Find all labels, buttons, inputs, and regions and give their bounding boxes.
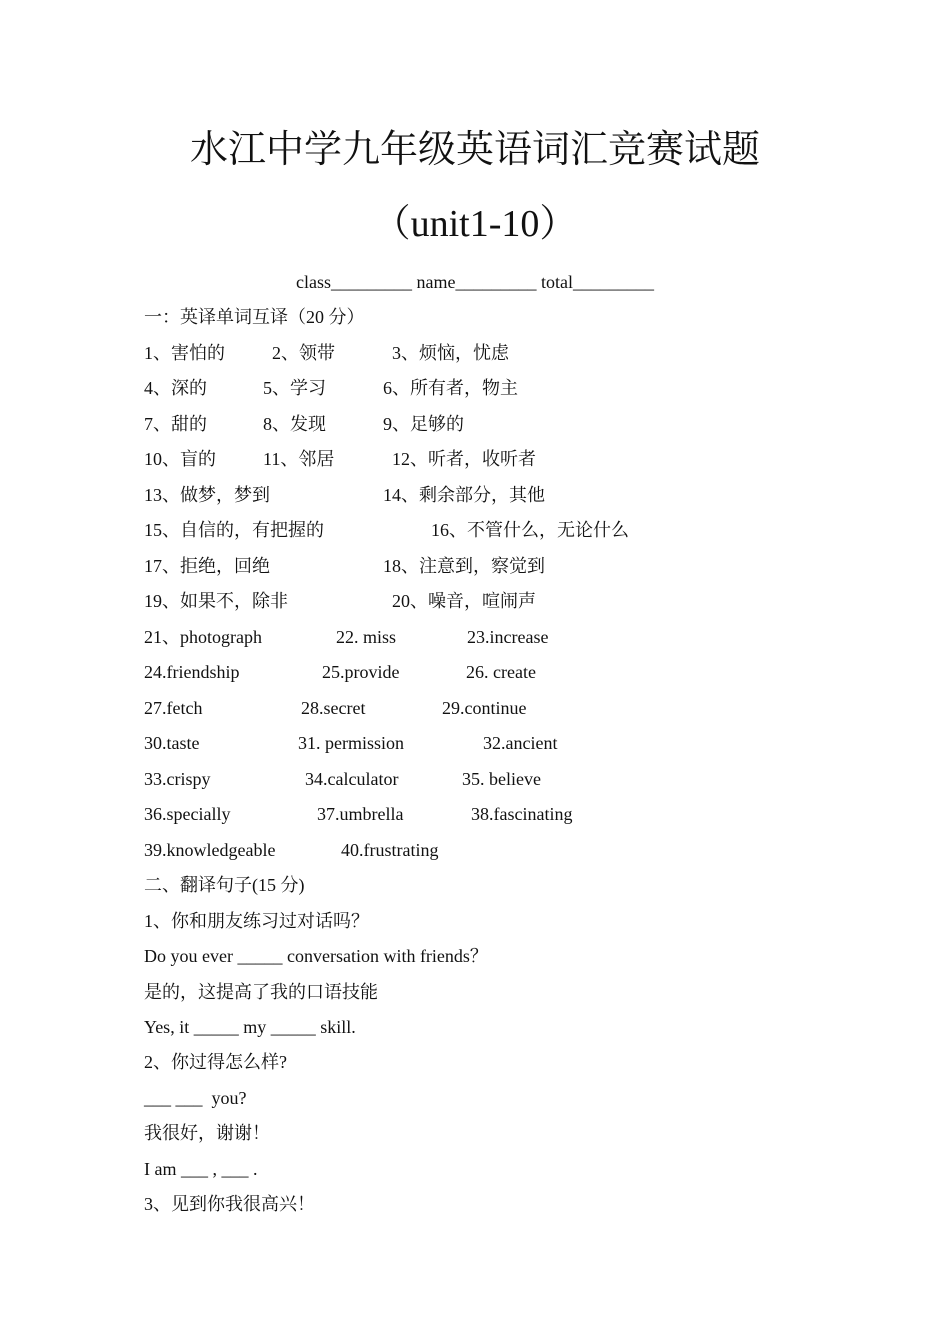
vocab-item: 39.knowledgeable [144, 840, 276, 860]
vocab-item: 17、拒绝，回绝 [144, 556, 270, 576]
student-info-line: class_________ name_________ total_________ [296, 272, 654, 292]
vocab-item: 34.calculator [305, 769, 399, 789]
sentence-line: 我很好，谢谢！ [144, 1123, 270, 1143]
vocab-item: 21、photograph [144, 627, 262, 647]
vocab-item: 1、害怕的 [144, 343, 225, 363]
vocab-item: 5、学习 [263, 378, 326, 398]
vocab-item: 24.friendship [144, 662, 240, 682]
vocab-item: 33.crispy [144, 769, 211, 789]
vocab-item: 32.ancient [483, 733, 558, 753]
vocab-row [0, 660, 536, 684]
vocab-item: 8、发现 [263, 414, 326, 434]
vocab-item: 10、盲的 [144, 449, 216, 469]
vocab-item: 9、足够的 [383, 414, 464, 434]
vocab-row [0, 696, 527, 720]
sentence-line: ___ ___ you? [144, 1088, 247, 1108]
vocab-item: 19、如果不，除非 [144, 591, 288, 611]
vocab-item: 12、听者，收听者 [392, 449, 536, 469]
vocab-item: 27.fetch [144, 698, 203, 718]
vocab-item: 26. create [466, 662, 536, 682]
vocab-row [0, 838, 439, 862]
vocab-row [0, 447, 536, 471]
vocab-item: 15、自信的，有把握的 [144, 520, 324, 540]
page-subtitle: （unit1-10） [372, 203, 578, 245]
vocab-row [0, 554, 545, 578]
sentence-line: 是的，这提高了我的口语技能 [144, 982, 378, 1002]
sentence-line: 2、你过得怎么样? [144, 1052, 287, 1072]
sentence-line: Do you ever _____ conversation with friends？ [144, 946, 488, 966]
page-title: 水江中学九年级英语词汇竞赛试题 [189, 129, 760, 171]
vocab-row [0, 483, 545, 507]
vocab-item: 37.umbrella [317, 804, 404, 824]
vocab-row [0, 376, 518, 400]
vocab-item: 18、注意到，察觉到 [383, 556, 545, 576]
vocab-row [0, 802, 573, 826]
vocab-row [0, 412, 464, 436]
vocab-item: 7、甜的 [144, 414, 207, 434]
vocab-item: 22. miss [336, 627, 397, 647]
section1-heading: 一：英译单词互译（20 分） [144, 307, 365, 327]
vocab-item: 20、噪音，喧闹声 [392, 591, 536, 611]
vocab-item: 13、做梦，梦到 [144, 485, 270, 505]
sentence-line: Yes, it _____ my _____ skill. [144, 1017, 356, 1037]
sentence-line: I am ___ , ___ . [144, 1159, 258, 1179]
vocab-item: 36.specially [144, 804, 231, 824]
sentence-line: 3、见到你我很高兴！ [144, 1194, 315, 1214]
vocab-row [0, 767, 541, 791]
vocab-item: 23.increase [467, 627, 549, 647]
vocab-item: 28.secret [301, 698, 366, 718]
vocab-item: 16、不管什么，无论什么 [431, 520, 629, 540]
vocab-item: 35. believe [462, 769, 541, 789]
vocab-item: 25.provide [322, 662, 400, 682]
vocab-row [0, 625, 549, 649]
vocab-item: 6、所有者，物主 [383, 378, 518, 398]
vocab-item: 14、剩余部分，其他 [383, 485, 545, 505]
vocab-item: 3、烦恼，忧虑 [392, 343, 509, 363]
vocab-item: 30.taste [144, 733, 200, 753]
vocab-row [0, 589, 536, 613]
vocab-item: 29.continue [442, 698, 527, 718]
vocab-row [0, 731, 558, 755]
section2-heading: 二、翻译句子(15 分) [144, 875, 305, 895]
vocab-row [0, 341, 509, 365]
sentence-line: 1、你和朋友练习过对话吗？ [144, 911, 369, 931]
vocab-row [0, 518, 629, 542]
vocab-item: 40.frustrating [341, 840, 439, 860]
vocab-item: 2、领带 [272, 343, 335, 363]
vocab-item: 4、深的 [144, 378, 207, 398]
vocab-item: 38.fascinating [471, 804, 573, 824]
vocab-item: 31. permission [298, 733, 404, 753]
vocab-item: 11、邻居 [263, 449, 335, 469]
